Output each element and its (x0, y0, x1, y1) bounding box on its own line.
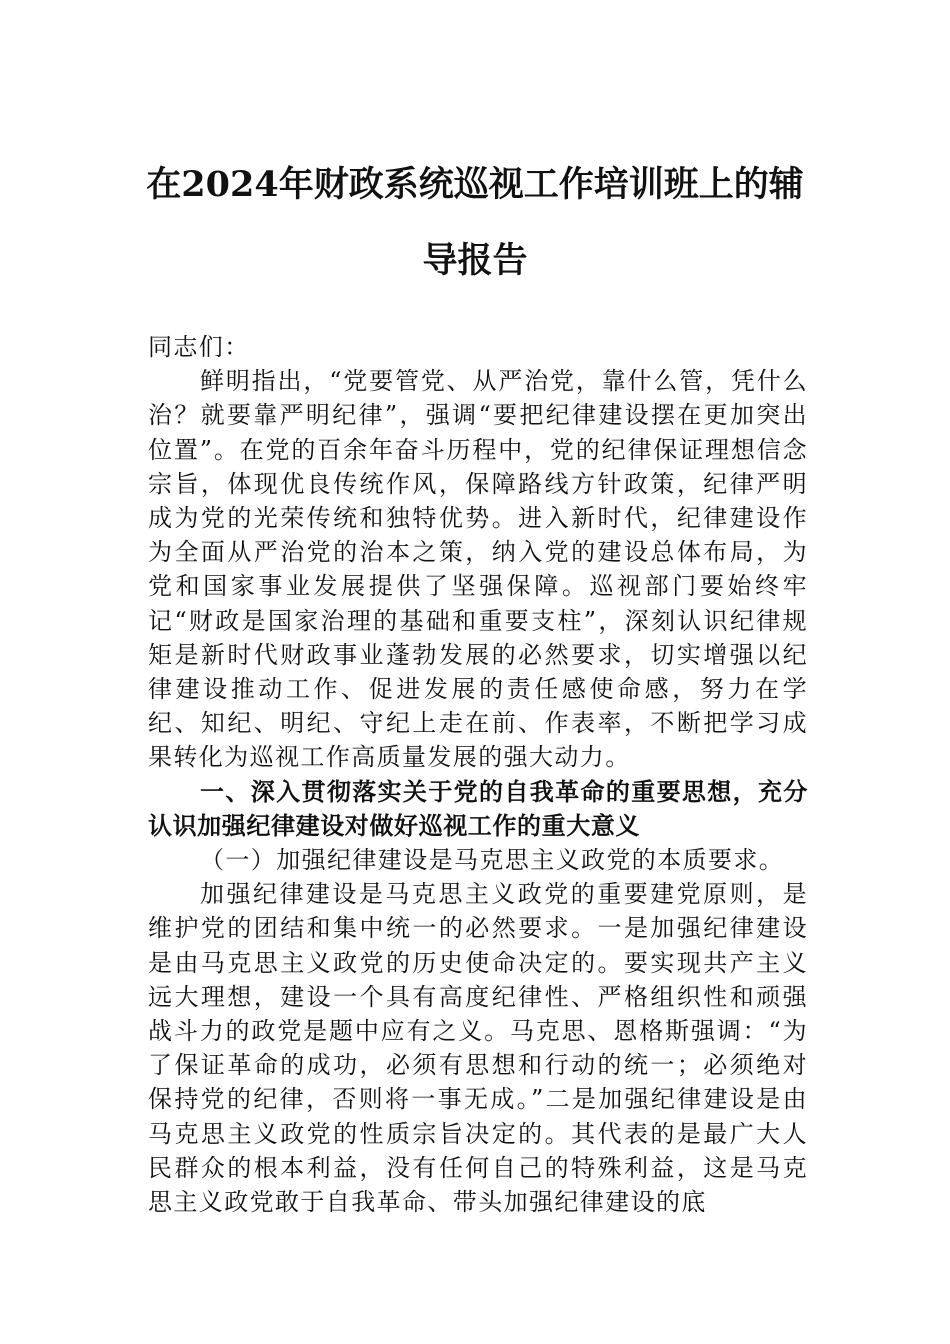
document-title-line-2: 导报告 (422, 240, 528, 281)
document-title-line-1: 在2024年财政系统巡视工作培训班上的辅 (146, 164, 804, 205)
document-title (100, 147, 850, 299)
intro-paragraph: 鲜明指出，“党要管党、从严治党，靠什么管，凭什么治？就要靠严明纪律”，强调“要把纪律建设摆在更加突出位置”。在党的百余年奋斗历程中，党的纪律保证理想信念宗旨，体现优良传统作风，保障路线方针政策，纪律严明成为党的光荣传统和独特优势。进入新时代，纪律建设作为全面从严治党的治本之策，纳入党的建设总体布局，为党和国家事业发展提供了坚强保障。巡视部门要始终牢记“财政是国家治理的基础和重要支柱”，深刻认识纪律规矩是新时代财政事业蓬勃发展的必然要求，切实增强以纪律建设推动工作、促进发展的责任感使命感，努力在学纪、知纪、明纪、守纪上走在前、作表率，不断把学习成果转化为巡视工作高质量发展的强大动力。 (148, 367, 808, 772)
subsection-heading-1: （一）加强纪律建设是马克思主义政党的本质要求。 (200, 846, 785, 875)
salutation: 同志们： (148, 333, 250, 361)
document-body (148, 330, 808, 1219)
section-heading-1: 一、深入贯彻落实关于党的自我革命的重要思想，充分认识加强纪律建设对做好巡视工作的重大意义 (148, 777, 808, 840)
subsection-body-1: 加强纪律建设是马克思主义政党的重要建党原则，是维护党的团结和集中统一的必然要求。一是加强纪律建设是由马克思主义政党的历史使命决定的。要实现共产主义远大理想，建设一个具有高度纪律性、严格组织性和顽强战斗力的政党是题中应有之义。马克思、恩格斯强调：“为了保证革命的成功，必须有思想和行动的统一；必须绝对保持党的纪律，否则将一事无成。”二是加强纪律建设是由马克思主义政党的性质宗旨决定的。其代表的是最广大人民群众的根本利益，没有任何自己的特殊利益，这是马克思主义政党敢于自我革命、带头加强纪律建设的底 (148, 880, 808, 1217)
